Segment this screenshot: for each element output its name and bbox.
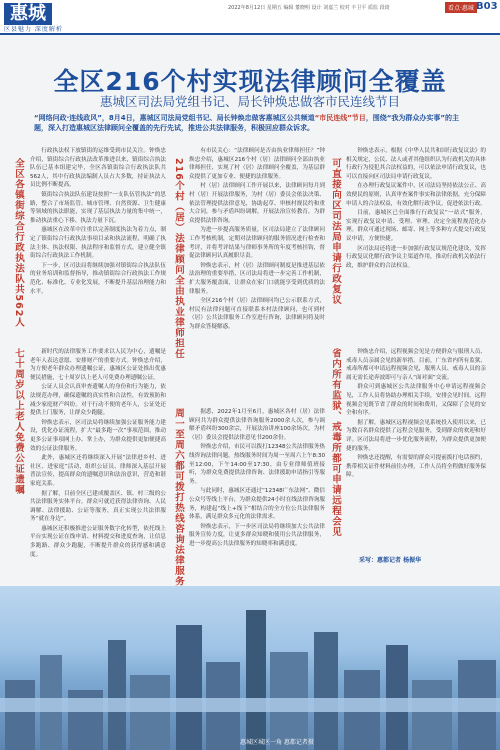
paragraph: 目前，惠城区已全面推行行政复议“一站式”服务，实现行政复议申请、受理、审理、决定全流程规范化办理。群众可通过现场、邮寄、网上等多种方式提交行政复议申请，方便快捷。	[346, 210, 486, 242]
section-title-5: 可直接向区司法局申请行政复议	[330, 158, 341, 305]
section-title-4: 周一至周六都可拨打热线咨询法律服务	[173, 408, 184, 587]
paragraph: 据了解，惠城区远程视频会见系统投入使用以来，已为数百名群众提供了远程会见服务，受到群众的欢迎和好评。区司法局将进一步优化服务流程，为群众提供更加便捷的服务。	[346, 419, 486, 452]
article-block-1	[30, 147, 166, 340]
paragraph: 钟焕忠表示，根据《中华人民共和国行政复议法》的相关规定，公民、法人或者其他组织认为行政机关的具体行政行为侵犯其合法权益的，可以依法申请行政复议，也可以直接向区司法局申请行政复议。	[346, 148, 486, 180]
paragraph: 下一步，区司法局将继续加强对镇街综合执法队伍的业务培训和监督指导，推动镇街综合行政执法工作规范化、标准化、专业化发展，不断提升基层治理能力和水平。	[30, 262, 166, 295]
column-tag: 看点·惠城	[445, 2, 477, 13]
paragraph: 钟焕忠表示，村（居）法律顾问制度是推进基层依法治理的重要举措，区司法局将进一步完善工作机制，扩大服务覆盖面，让群众在家门口就能享受到优质的法律服务。	[189, 262, 325, 295]
paragraph: 此外，惠城区还将继续深入开展“法律进乡村、进社区、进家庭”活动，组织公证员、律师深入基层开展普法宣传，提高群众的遗嘱意识和法治意识，营造和谐家庭关系。	[30, 455, 166, 487]
paragraph: 在办理行政复议案件中，区司法局坚持依法公正、高效便民的原则，认真审查案件事实和法律依据，充分保障申请人的合法权益，有效化解行政争议，促进依法行政。	[346, 183, 486, 207]
section-title-6: 省内所有监狱、戒毒所都可申请远程会见	[330, 348, 341, 537]
lede-paragraph	[34, 113, 470, 133]
paragraph: 新时代的法律服务工作要求以人民为中心，遗嘱是老年人表达意愿、安排财产的重要方式。钟焕忠介绍，为方便老年群众办理遗嘱公证，惠城区公证处推出优惠便民措施，七十周岁以上老人可免费办理遗嘱公证。	[30, 349, 166, 381]
paragraph: 据悉，2022年1月至6月，惠城区各村（居）法律顾问共为群众提供法律咨询服务2000余人次，参与调解矛盾纠纷300余宗，开展法治讲座100余场次，为村（居）委员会提供法律意见书200余份。	[189, 409, 325, 441]
paragraph: 群众可到惠城区公共法律服务中心申请远程视频会见，工作人员将协助办理相关手续，安排会见时间。远程视频会见既节省了群众的时间和费用，又保障了会见的安全和有序。	[346, 384, 486, 417]
cityscape-photo	[0, 586, 500, 750]
headline: 全区216个村实现法律顾问全覆盖	[53, 67, 447, 96]
lede-quote: “市民连线”节目	[314, 114, 366, 122]
photo-caption: 惠城区城区一角 惠都记者摄	[240, 739, 314, 746]
paragraph: 钟焕忠表示，下一步区司法局将继续加大公共法律服务宣传力度，让更多群众知晓和使用公共法律服务，进一步提高公共法律服务的知晓率和满意度。	[189, 523, 325, 547]
section-title-2: 七十周岁以上老人免费公证遗嘱	[13, 348, 24, 495]
section-brand: 惠城	[4, 3, 52, 25]
issue-meta: 2022年8月12日 星期五 编辑 董晓明 设计 刘嘉兰 校对 丰卫平 质监 段琦	[228, 5, 390, 11]
article-block-6	[346, 348, 486, 551]
paragraph: 惠城区还积极推进公证服务数字化转型，依托线上平台实现公证在线申请、材料提交和进度查询，让信息多跑路、群众少跑腿，不断提升群众的获得感和满意度。	[30, 525, 166, 558]
lede-text-pre: “网络问政·连线政风”，8月4日，惠城区司法局党组书记、局长钟焕忠做客惠城区公共频道	[34, 114, 315, 122]
paragraph: 与此同时，惠城区还通过“12348广东法网”、微信公众号等线上平台，为群众提供24小时在线法律咨询服务，构建起“线上+线下”相结合的全方位公共法律服务体系，满足群众多元化的法律需求。	[189, 488, 325, 521]
paragraph: 全区216个村（居）法律顾问均已公示联系方式，村民有法律问题可直接联系本村法律顾问，也可到村（居）公共法律服务工作室进行咨询，法律顾问将及时为群众答疑解惑。	[189, 298, 325, 330]
article-block-2	[30, 348, 166, 581]
section-title-3: 216个村（居）法律顾问全由执业律师担任	[173, 158, 184, 360]
paragraph: 有市民关心：“法律顾问是否由执业律师担任？”钟焕忠介绍，惠城区216个村（居）法律顾问全部由执业律师担任，实现了村（居）法律顾问全覆盖，为基层群众提供了更加专业、便捷的法律服务。	[189, 148, 325, 180]
article-block-5	[346, 147, 486, 340]
masthead	[0, 0, 500, 34]
article-block-3	[189, 147, 325, 400]
article-block-4	[189, 408, 325, 581]
section-tagline: 区县魅力 深度解析	[4, 26, 63, 33]
subheadline: 惠城区司法局党组书记、局长钟焕忠做客市民连线节目	[99, 94, 400, 109]
section-title-1: 全区各镇街综合行政执法队共562人	[13, 158, 24, 328]
byline: 采写：惠都记者 杨振华	[359, 557, 422, 564]
lede-text-post: ，围绕“我为群众办实事”的主题，深入打造惠城区法律顾问全覆盖的先行先试，推进公共法律服务，积极回应群众诉求。	[34, 114, 460, 132]
paragraph: 公证人员会认真审查遗嘱人的身份和行为能力，依法规范办理，确保遗嘱的真实性和合法性，有效预防和减少家庭财产纠纷。对于行动不便的老年人，公证处还提供上门服务，让群众少跑腿。	[30, 384, 166, 417]
paragraph: 惠城区在改革中注重以完善制度执法为着力点，制定了镇街综合行政执法事项目录和执法流程，明确了执法主体、执法权限、执法程序和监督方式，建立健全镇街综合行政执法工作机制。	[30, 227, 166, 260]
paragraph: 钟焕忠介绍，远程视频会见是方便群众与服刑人员、戒毒人员亲属会见的新举措。目前，广东省内所有监狱、戒毒所都可申请远程视频会见，服刑人员、戒毒人员的亲属无需长途奔波即可与亲人“面对面”交流。	[346, 349, 486, 381]
paragraph: 为进一步提高服务质量，区司法局建立了法律顾问工作考核机制，定期对法律顾问的服务情况进行检查和考评，并将考评结果与律师事务所的年度考核挂钩，督促法律顾问认真履职尽责。	[189, 227, 325, 260]
paragraph: 区司法局还将进一步加强行政复议规范化建设，发挥行政复议化解行政争议主渠道作用，推动行政机关依法行政，维护群众的合法权益。	[346, 245, 486, 269]
page-number: B03	[476, 1, 498, 12]
paragraph: 镇街综合执法队伍建设按照“一支队伍管执法”的思路，整合了市场监管、城市管理、自然资源、卫生健康等领域的执法职能，实现了基层执法力量的集中统一，推动执法重心下移、执法力量下沉。	[30, 191, 166, 224]
paragraph: 钟焕忠表示，区司法局将继续加强公证服务能力建设，优化办证流程，扩大“最多跑一次”事项范围，推动更多公证事项网上办、掌上办，为群众提供更加便捷高效的公证法律服务。	[30, 419, 166, 452]
masthead-rule	[0, 33, 500, 35]
river	[0, 698, 500, 712]
paragraph: 村（居）法律顾问工作开展以来，法律顾问每月到村（居）开展法律服务，为村（居）委员会依法决策、依法管理提供法律意见，协助起草、审核村规民约和重大合同，参与矛盾纠纷调解，开展法治宣传教育，为群众提供法律咨询。	[189, 183, 325, 224]
paragraph: 据了解，目前全区已建成覆盖区、镇、村三级的公共法律服务实体平台，群众可就近获得法律咨询、人民调解、法律援助、公证等服务，真正实现公共法律服务“就在身边”。	[30, 490, 166, 523]
paragraph: 钟焕忠介绍，市民可以拨打12348公共法律服务热线咨询法律问题。热线服务时间为周一至周六上午8:30至12:00，下午14:00至17:30，由专业律师值班接听，为群众免费提供法律咨询、法律援助申请指引等服务。	[189, 444, 325, 485]
paragraph: 钟焕忠还提醒，有需要的群众可提前拨打电话预约，携带相关证件材料前往办理，工作人员将全程做好服务保障。	[346, 455, 486, 479]
paragraph: 行政执法权下放镇街的运维受到市民关注。钟焕忠介绍，镇街综合行政执法改革推进以来，镇街综合执法队伍已基本组建完毕，全区各镇街综合行政执法队共562人，其中行政执法编制人员占大多数，持证执法人员比例不断提高。	[30, 148, 166, 189]
